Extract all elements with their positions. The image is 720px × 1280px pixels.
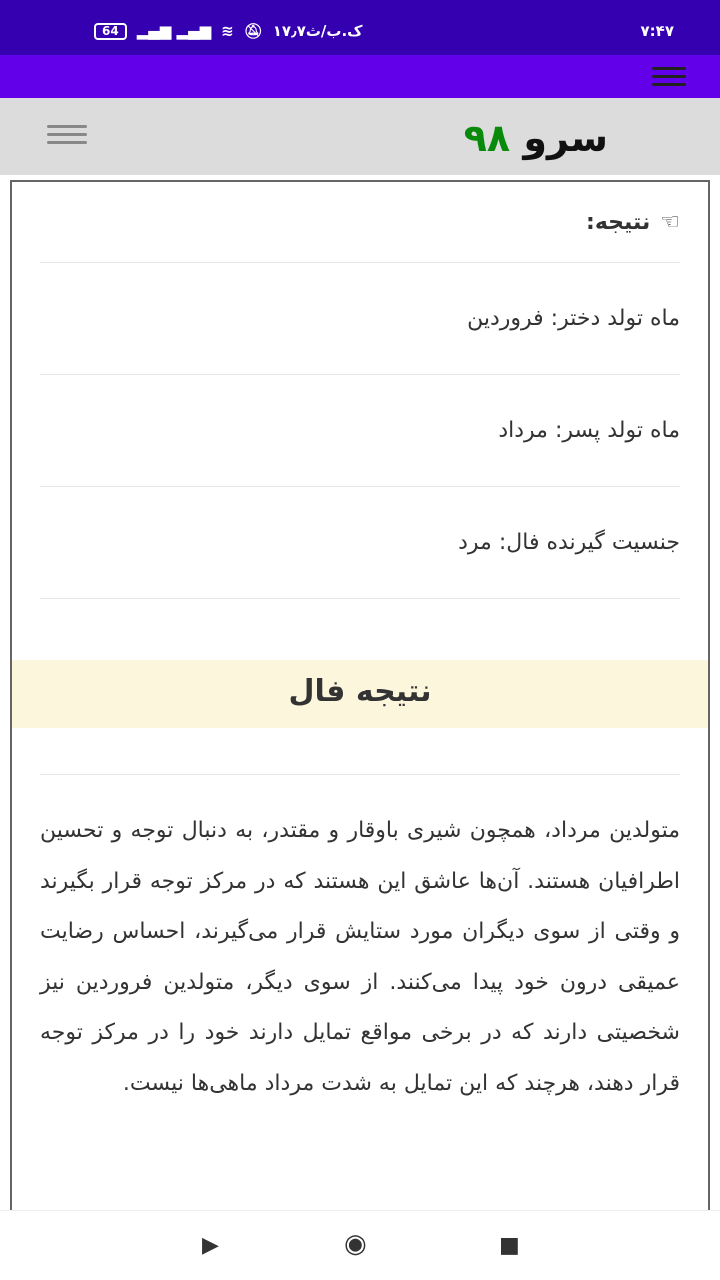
site-logo[interactable]: سرو ۹۸ [463, 116, 608, 160]
signal-icon: ▂▄▆ ▂▄▆ [136, 22, 212, 40]
result-heading: ☜ نتیجه: [40, 182, 680, 263]
divider [40, 774, 680, 775]
result-row-gender: جنسیت گیرنده فال: مرد [40, 487, 680, 599]
mute-bell-icon: 🔕︎ [243, 22, 263, 40]
clock: ۷:۴۷ [640, 22, 674, 40]
home-icon[interactable]: ◉ [344, 1229, 367, 1259]
app-bar [0, 55, 720, 98]
pointing-hand-icon: ☜ [660, 209, 680, 235]
fal-text: متولدین مرداد، همچون شیری باوقار و مقتدر، به دنبال توجه و تحسین اطرافیان هستند. آن‌ها عاشق این هستند که در مرکز توجه قرار بگیرند و وقتی از سوی دیگران مورد ستایش قرار می‌گیرند، احساس رضایت عمیقی درون خود پیدا می‌کنند. از سوی دیگر، متولدین فروردین نیز شخصیتی دارند که در برخی مواقع تمایل دارند خود را در مرکز توجه قرار دهند، هرچند که این تمایل به شدت مرداد ماهی‌ها نیست. [40, 818, 680, 1096]
status-bar [0, 0, 720, 55]
back-icon[interactable]: ▶ [202, 1233, 219, 1258]
content-box [10, 180, 710, 1220]
site-menu-icon[interactable] [47, 125, 87, 144]
network-speed: ۱۷٫۷ک.ب/ث [272, 22, 363, 40]
wifi-icon: ≋ [221, 22, 234, 40]
menu-icon[interactable] [652, 67, 686, 86]
battery-icon: 64 [94, 23, 127, 40]
result-row-boy-month: ماه تولد پسر: مرداد [40, 375, 680, 487]
system-nav-bar [0, 1210, 720, 1280]
site-header [0, 98, 720, 175]
recents-icon[interactable]: ■ [499, 1233, 520, 1258]
fal-title: نتیجه فال [12, 660, 708, 728]
result-row-girl-month: ماه تولد دختر: فروردین [40, 263, 680, 375]
